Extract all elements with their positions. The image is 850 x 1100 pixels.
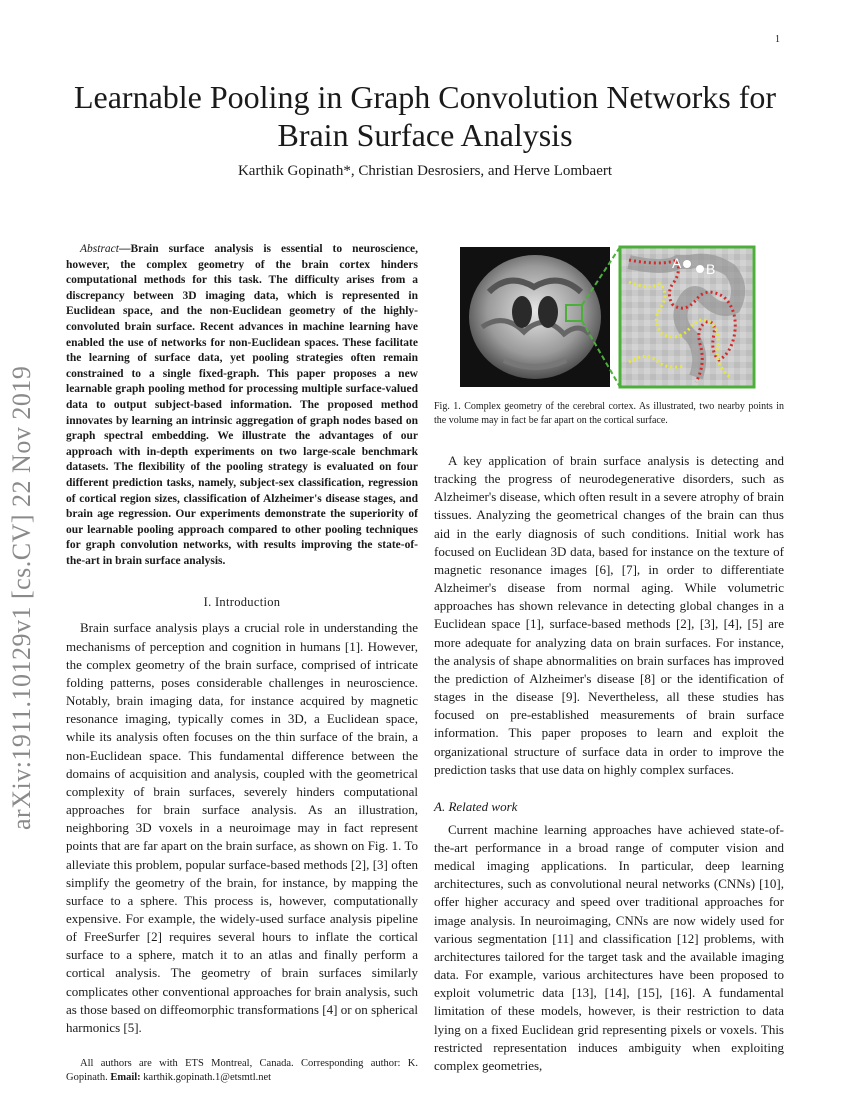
intro-paragraph-2: A key application of brain surface analysis is detecting and tracking the progress of neurodegenerative disorders, such as Alzheimer's disease, which often result in a severe atrophy of brain tissues. Analyzing the geometrical changes of the brain can thus aid in the early diagnosis of such conditions. Initial work has focused on Euclidean 3D data, based for instance on the texture of magnetic resonance images [6], [7], in order to differentiate Alzheimer's disease from normal aging. While volumetric approaches has shown relevance in detecting global changes in a Euclidean space [1], surface-based methods [2], [3], [4], [5] are more adequate for analyzing data on brain surfaces. For instance, the analysis of shape abnormalities on brain surfaces has improved the prediction of Alzheimer's disease [8] or the identification of stages in the disease [9]. Nevertheless, all these studies has focused on pre-established measurements of brain surface information. This paper proposes to learn and exploit the organizational structure of surface data in order to improve the prediction tasks that use data on highly complex surfaces. bbox=[434, 453, 784, 777]
figure-1 bbox=[434, 242, 784, 392]
page-number: 1 bbox=[775, 34, 780, 45]
figure-1-caption: Fig. 1. Complex geometry of the cerebral cortex. As illustrated, two nearby points in the volume may in fact be far apart on the cortical surface. bbox=[434, 401, 784, 426]
related-work-heading: A. Related work bbox=[434, 798, 518, 814]
footnote-email-label: Email: bbox=[110, 1072, 141, 1084]
left-column bbox=[66, 242, 418, 1085]
related-work-paragraph-1: Current machine learning approaches have achieved state-of-the-art performance in a broad range of computer vision and medical imaging applications. In particular, deep learning architectures, such as convolutional neural networks (CNNs) [10], offer higher accuracy and speed over traditional approaches for image analysis. In neuroimaging, CNNs are now widely used for various segmentation [11] and classification [12] problems, with architectures tailored for the target task and the available imaging data. For example, various architectures have been proposed to exploit volumetric data [13], [14], [15], [16]. A fundamental limitation of these models, however, is their restriction to data lying on a fixed Euclidean grid representing pixels or voxels. This restricted representation induces ambiguity when exploiting complex geometries, bbox=[434, 821, 784, 1073]
footnote-email[interactable]: karthik.gopinath.1@etsmtl.net bbox=[140, 1072, 272, 1084]
point-b-label: B bbox=[706, 261, 716, 277]
intro-paragraph-1: Brain surface analysis plays a crucial role in understanding the mechanisms of perception and cognition in humans [1]. However, the complex geometry of the brain surface, comprised of intricate folding patterns, poses considerable challenges in neuroscience. Notably, brain imaging data, for instance acquired by magnetic resonance imaging, typically comes in 3D, a Euclidean space, while its analysis often focuses on the thin surface of the brain, a non-Euclidean space. This fundamental difference between the domains of acquisition and analysis, coupled with the geometrical complexity of brain surfaces, severely hinders computational approaches for brain surface analysis. As an illustration, neighboring 3D voxels in a neuroimage may in fact represent points that are far apart on the brain surface, as shown on Fig. 1. To alleviate this problem, popular surface-based methods [2], [3] often simplify the geometry of the brain, for instance, by mapping the surface to a sphere. This process is, however, computationally expensive. For example, the widely-used surface analysis pipeline of FreeSurfer [2] requires several hours to inflate the cortical surface to a sphere, match it to an atlas and finally perform a cortical analysis. The geometry of brain surfaces similarly complicates other conventional approaches for brain analysis, such as those based on diffeomorphic transformations [4] or on spherical harmonics [5]. bbox=[66, 620, 418, 1035]
arxiv-stamp: arXiv:1911.10129v1 [cs.CV] 22 Nov 2019 bbox=[7, 365, 36, 830]
abstract-label: Abstract bbox=[80, 243, 119, 255]
author-footnote bbox=[66, 1057, 418, 1085]
figure-1-image bbox=[434, 242, 784, 392]
abstract bbox=[66, 242, 418, 569]
author-list: Karthik Gopinath*, Christian Desrosiers, and Herve Lombaert bbox=[237, 163, 613, 179]
point-b-marker bbox=[696, 265, 704, 273]
right-column bbox=[434, 242, 784, 1075]
introduction-heading: I. Introduction bbox=[203, 595, 281, 610]
paper-title: Learnable Pooling in Graph Convolution Networks for Brain Surface Analysis bbox=[73, 79, 777, 153]
footnote-text: All authors are with ETS Montreal, Canada. Corresponding author: K. Gopinath. bbox=[66, 1058, 418, 1084]
abstract-text: —Brain surface analysis is essential to neuroscience, however, the complex geometry of the brain cortex hinders computational methods for this task. The difficulty arises from a discrepancy between 3D imaging data, which is represented in Euclidean space, and the non-Euclidean geometry of the highly-convoluted brain surface. Recent advances in machine learning have enabled the use of networks for non-Euclidean spaces. These facilitate the learning of surface data, yet pooling strategies often remain constrained to a single fixed-graph. This paper proposes a new learnable graph pooling method for processing multiple surface-valued data to output subject-based information. The proposed method innovates by learning an intrinsic aggregation of graph nodes based on graph spectral embedding. We illustrate the advantages of our approach with in-depth experiments on two large-scale benchmark datasets. The flexibility of the pooling strategy is evaluated on four different prediction tasks, namely, subject-sex classification, regression of cortical region sizes, classification of Alzheimer's disease stages, and brain age regression. Our experiments demonstrate the superiority of our learnable pooling approach compared to other pooling techniques for graph convolution networks, with results improving the state-of-the-art in brain surface analysis. bbox=[66, 243, 418, 567]
point-a-marker bbox=[683, 260, 691, 268]
point-a-label: A bbox=[672, 255, 682, 271]
